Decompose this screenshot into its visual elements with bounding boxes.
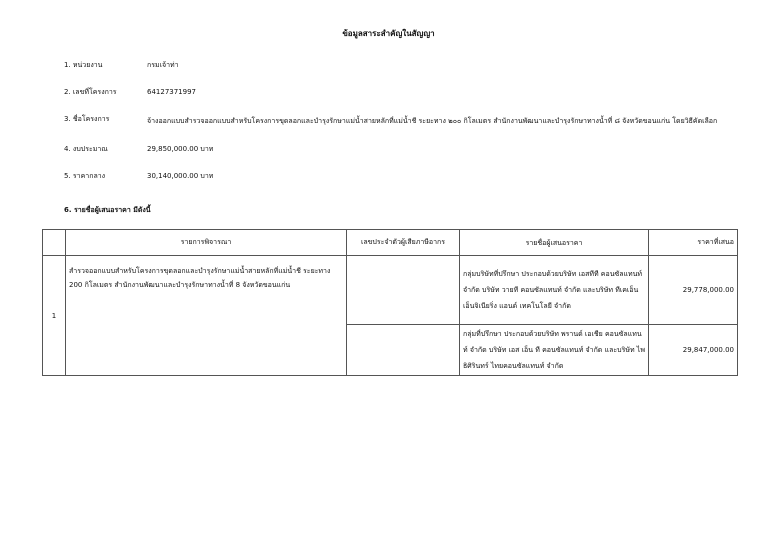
row-price: 29,847,000.00 xyxy=(649,325,738,376)
header-tax-id: เลขประจำตัวผู้เสียภาษีอากร xyxy=(347,230,460,256)
field-budget-value: 29,850,000.00 บาท xyxy=(147,145,214,153)
field-project-number-label: 2. เลขที่โครงการ xyxy=(64,88,117,96)
table-row xyxy=(43,256,738,325)
row-tax-id xyxy=(347,256,460,325)
header-item: รายการพิจารณา xyxy=(66,230,347,256)
field-agency-value: กรมเจ้าท่า xyxy=(147,61,179,69)
bidders-table xyxy=(42,229,738,376)
row-bidder: กลุ่มที่ปรึกษา ประกอบด้วยบริษัท พรานด์ เอเชีย คอนซัลแทนท์ จำกัด บริษัท เอส เอ็น ที คอนซัลแทนท์ จำกัด และบริษัท ไพธิศิรินทร์ ไทยคอนซัลแทนท์ จำกัด xyxy=(460,325,649,376)
field-agency-label: 1. หน่วยงาน xyxy=(64,61,103,69)
header-price: ราคาที่เสนอ xyxy=(649,230,738,256)
header-bidder: รายชื่อผู้เสนอราคา xyxy=(460,230,649,256)
field-median-price-value: 30,140,000.00 บาท xyxy=(147,172,214,180)
bidders-heading: 6. รายชื่อผู้เสนอราคา มีดังนี้ xyxy=(64,206,151,214)
row-tax-id xyxy=(347,325,460,376)
field-median-price-label: 5. ราคากลาง xyxy=(64,172,106,180)
field-budget-label: 4. งบประมาณ xyxy=(64,145,108,153)
row-item: สำรวจออกแบบสำหรับโครงการขุดลอกและบำรุงรักษาแม่น้ำสายหลักที่แม่น้ำชี ระยะทาง 200 กิโลเมตร สำนักงานพัฒนาและบำรุงรักษาทางน้ำที่ 8 จังหวัดขอนแก่น xyxy=(66,256,347,376)
field-project-number-value: 64127371997 xyxy=(147,88,196,96)
row-bidder: กลุ่มบริษัทที่ปรึกษา ประกอบด้วยบริษัท เอสทีที คอนซัลแทนท์ จำกัด บริษัท วายที คอนซัลแทนท์ จำกัด และบริษัท ทีเคเอ็น เอ็นจิเนียริ่ง แอนด์ เทคโนโลยี จำกัด xyxy=(460,256,649,325)
document-title: ข้อมูลสาระสำคัญในสัญญา xyxy=(342,29,435,38)
field-project-name-value: จ้างออกแบบสำรวจออกแบบสำหรับโครงการขุดลอกและบำรุงรักษาแม่น้ำสายหลักที่แม่น้ำชี ระยะทาง ๒๐๐ กิโลเมตร สำนักงานพัฒนาและบำรุงรักษาทางน้ำที่ ๘ จังหวัดขอนแก่น โดยวิธีคัดเลือก xyxy=(147,117,718,125)
field-project-name-label: 3. ชื่อโครงการ xyxy=(64,115,110,123)
row-number: 1 xyxy=(43,256,66,376)
row-price: 29,778,000.00 xyxy=(649,256,738,325)
table-header-row xyxy=(43,230,738,256)
header-no xyxy=(43,230,66,256)
